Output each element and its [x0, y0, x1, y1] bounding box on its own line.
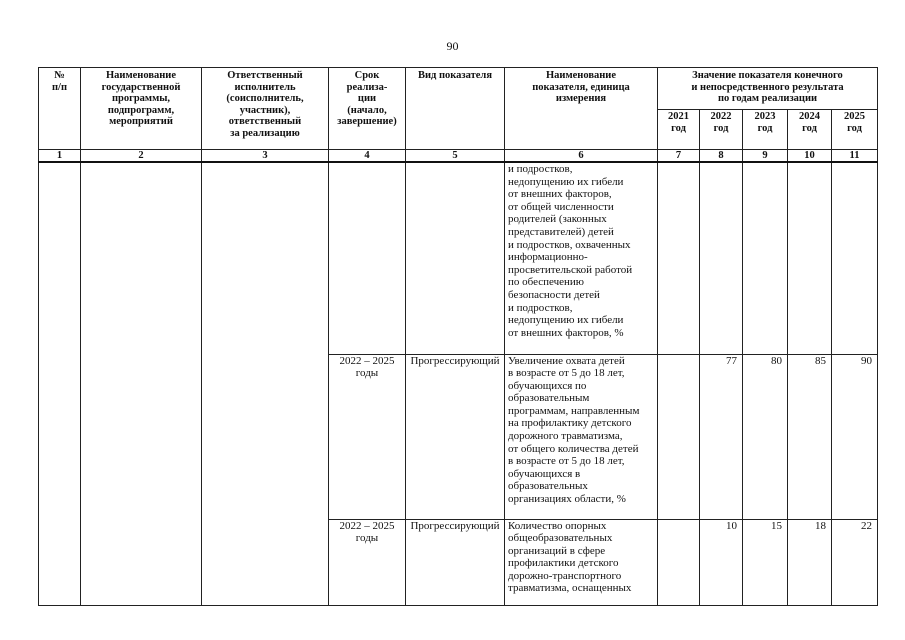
value-2022-cell	[700, 162, 743, 354]
value-2023-cell: 15	[743, 519, 788, 605]
header-year-2024: 2024 год	[788, 110, 832, 150]
header-program-name: Наименование государственной программы, подпрограмм, мероприятий	[81, 68, 202, 150]
value-2024-cell: 85	[788, 354, 832, 519]
header-row	[39, 68, 878, 110]
header-indicator-name: Наименование показателя, единица измерения	[505, 68, 658, 150]
value-2024-cell: 18	[788, 519, 832, 605]
indicator-name-cell: Увеличение охвата детей в возрасте от 5 до 18 лет, обучающихся по образовательным программам, направленным на профилактику детского дорожного травматизма, от общего количества детей в возрасте от 5 до 18 лет, обучающихся в образовательных организациях области, %	[505, 354, 658, 519]
value-2021-cell	[658, 354, 700, 519]
value-2025-cell: 90	[832, 354, 878, 519]
column-number: 4	[329, 150, 406, 163]
period-cell: 2022 – 2025 годы	[329, 519, 406, 605]
column-number: 10	[788, 150, 832, 163]
responsible-cell	[202, 162, 329, 605]
indicator-name-cell: Количество опорных общеобразовательных организаций в сфере профилактики детского дорожно-транспортного травматизма, оснащенных	[505, 519, 658, 605]
value-2025-cell: 22	[832, 519, 878, 605]
column-number: 5	[406, 150, 505, 163]
indicator-table	[38, 67, 878, 606]
header-year-2023: 2023 год	[743, 110, 788, 150]
row-number-cell	[39, 162, 81, 605]
column-number: 11	[832, 150, 878, 163]
column-number: 8	[700, 150, 743, 163]
page-number: 90	[446, 39, 459, 53]
value-2024-cell	[788, 162, 832, 354]
table-row	[39, 162, 878, 354]
value-2022-cell: 77	[700, 354, 743, 519]
value-2025-cell	[832, 162, 878, 354]
period-cell	[329, 162, 406, 354]
indicator-table-sheet	[38, 67, 878, 606]
header-year-2025: 2025 год	[832, 110, 878, 150]
indicator-name-cell: и подростков, недопущению их гибели от внешних факторов, от общей численности родителей (законных представителей) детей и подростков, охваченных информационно- просветительской работой по обеспечению безопасности детей и подростков, недопущению их гибели от внешних факторов, %	[505, 162, 658, 354]
column-number: 1	[39, 150, 81, 163]
header-year-2022: 2022 год	[700, 110, 743, 150]
column-number: 9	[743, 150, 788, 163]
header-period: Срок реализа- ции (начало, завершение)	[329, 68, 406, 150]
period-cell: 2022 – 2025 годы	[329, 354, 406, 519]
program-name-cell	[81, 162, 202, 605]
header-values-group: Значение показателя конечного и непосредственного результата по годам реализации	[658, 68, 878, 110]
value-2023-cell	[743, 162, 788, 354]
indicator-type-cell	[406, 162, 505, 354]
header-year-2021: 2021 год	[658, 110, 700, 150]
column-number: 2	[81, 150, 202, 163]
column-number: 6	[505, 150, 658, 163]
column-numbers-row	[39, 150, 878, 163]
header-indicator-type: Вид показателя	[406, 68, 505, 150]
value-2021-cell	[658, 162, 700, 354]
column-number: 3	[202, 150, 329, 163]
header-responsible: Ответственный исполнитель (соисполнитель, участник), ответственный за реализацию	[202, 68, 329, 150]
value-2021-cell	[658, 519, 700, 605]
value-2022-cell: 10	[700, 519, 743, 605]
column-number: 7	[658, 150, 700, 163]
value-2023-cell: 80	[743, 354, 788, 519]
indicator-type-cell: Прогрессирующий	[406, 519, 505, 605]
header-number: № п/п	[39, 68, 81, 150]
indicator-type-cell: Прогрессирующий	[406, 354, 505, 519]
